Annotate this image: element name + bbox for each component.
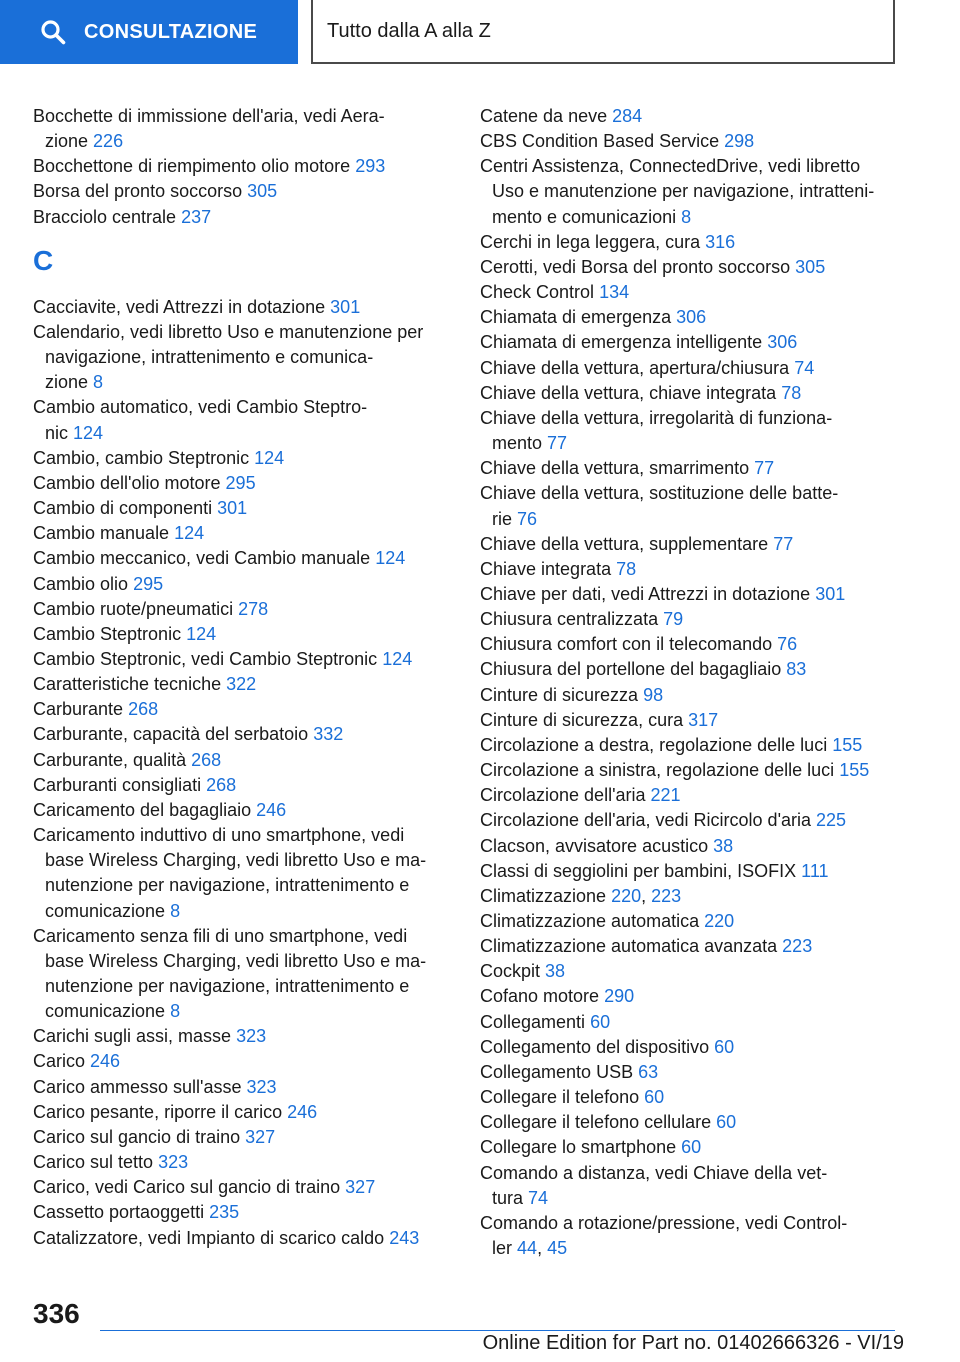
index-entry bbox=[33, 1075, 453, 1100]
index-entry bbox=[480, 1161, 900, 1211]
page-link[interactable]: 220 bbox=[611, 885, 642, 906]
page-link[interactable]: 220 bbox=[704, 911, 735, 931]
index-entry-text: Cofano motore bbox=[480, 986, 600, 1007]
index-column-right bbox=[480, 104, 900, 1261]
edition-footer: Online Edition for Part no. 01402666326 - VI/19 bbox=[482, 1332, 904, 1354]
index-entry bbox=[33, 104, 453, 154]
index-entry-text: Carburanti consigliati bbox=[33, 774, 202, 795]
index-entry-text: Bracciolo centrale bbox=[33, 206, 177, 227]
page-link[interactable]: 226 bbox=[93, 131, 124, 152]
index-entry bbox=[480, 607, 900, 632]
page-link[interactable]: 268 bbox=[191, 749, 222, 770]
index-entry bbox=[33, 823, 453, 924]
page-link[interactable]: 155 bbox=[839, 760, 870, 781]
index-entry bbox=[480, 230, 900, 255]
page-link[interactable]: 327 bbox=[345, 1177, 376, 1198]
index-entry bbox=[33, 471, 453, 496]
page-link[interactable]: 8 bbox=[681, 206, 692, 227]
page-link[interactable]: 301 bbox=[217, 498, 248, 519]
index-entry bbox=[480, 356, 900, 381]
index-entry bbox=[33, 1175, 453, 1200]
page-link[interactable]: 83 bbox=[786, 659, 807, 680]
index-entry bbox=[480, 255, 900, 280]
page-link[interactable]: 322 bbox=[226, 674, 257, 695]
index-entry-text: Carico pesante, riporre il carico bbox=[33, 1101, 283, 1122]
page-link[interactable]: 44 bbox=[517, 1238, 538, 1259]
index-entry-text: Uso e manutenzione per navigazione, intratteni- bbox=[492, 181, 875, 202]
page-link[interactable]: 223 bbox=[651, 885, 682, 906]
index-entry bbox=[33, 647, 453, 672]
page-link[interactable]: 60 bbox=[714, 1036, 735, 1057]
page-link[interactable]: 268 bbox=[128, 699, 159, 720]
index-entry-text: Cambio di componenti bbox=[33, 498, 213, 519]
index-entry bbox=[33, 496, 453, 521]
page-link[interactable]: 124 bbox=[375, 548, 406, 569]
index-entry bbox=[480, 758, 900, 783]
index-entry bbox=[480, 1035, 900, 1060]
index-entry bbox=[33, 672, 453, 697]
search-icon bbox=[40, 19, 66, 45]
page-link[interactable]: 8 bbox=[170, 1001, 181, 1022]
index-entry-text: Carburante, capacità del serbatoio bbox=[33, 724, 309, 745]
page-link[interactable]: 295 bbox=[133, 573, 164, 594]
index-entry bbox=[480, 733, 900, 758]
page-link[interactable]: 301 bbox=[330, 296, 361, 317]
index-entry bbox=[33, 572, 453, 597]
index-entry bbox=[480, 859, 900, 884]
section-tab-label: Tutto dalla A alla Z bbox=[327, 19, 491, 42]
index-entry-text: Clacson, avvisatore acustico bbox=[480, 835, 709, 856]
index-entry-text: Check Control bbox=[480, 282, 595, 303]
index-entry-text: comunicazione bbox=[45, 1001, 166, 1022]
index-entry: Comando a rotazione/pressione, vedi Control- ler 44, 45 bbox=[480, 1212, 848, 1259]
page-link[interactable]: 221 bbox=[650, 785, 681, 806]
page-link[interactable]: 235 bbox=[209, 1202, 240, 1223]
page-link[interactable]: 278 bbox=[238, 598, 269, 619]
index-entry-text: Chiave della vettura, sostituzione delle batte- bbox=[480, 483, 839, 504]
page-link[interactable]: 237 bbox=[181, 206, 212, 227]
page-link[interactable]: 284 bbox=[612, 106, 643, 126]
page-link[interactable]: 74 bbox=[794, 357, 815, 378]
page-link[interactable]: 111 bbox=[801, 860, 829, 881]
index-entry bbox=[480, 456, 900, 481]
index-entry-text: Cinture di sicurezza, cura bbox=[480, 709, 684, 730]
page-link[interactable]: 246 bbox=[256, 799, 287, 820]
index-entry-text: Circolazione a destra, regolazione delle luci bbox=[480, 734, 828, 755]
page-link[interactable]: 316 bbox=[705, 231, 736, 252]
index-entry-text: Chiave della vettura, supplementare bbox=[480, 533, 769, 554]
index-entry-text: Chiusura del portellone del bagagliaio bbox=[480, 659, 782, 680]
index-entry-text: Carico ammesso sull'asse bbox=[33, 1076, 242, 1097]
index-entry-text: Calendario, vedi libretto Uso e manutenzione per bbox=[33, 321, 424, 342]
page-link[interactable]: 327 bbox=[245, 1126, 276, 1147]
index-entry-text: base Wireless Charging, vedi libretto Uso e ma- bbox=[45, 950, 427, 971]
index-entry-text: Comando a rotazione/pressione, vedi Control- bbox=[480, 1212, 848, 1233]
index-entry bbox=[480, 657, 900, 682]
index-entry-text: rie bbox=[492, 508, 513, 529]
index-entry-text: nutenzione per navigazione, intrattenimento e bbox=[45, 875, 410, 896]
index-entry bbox=[480, 834, 900, 859]
index-entry bbox=[33, 697, 453, 722]
index-entry-text: Caricamento del bagagliaio bbox=[33, 799, 252, 820]
index-entry-text: Cambio automatico, vedi Cambio Steptro- bbox=[33, 397, 368, 418]
index-entry-text: Borsa del pronto soccorso bbox=[33, 181, 243, 202]
page-link[interactable]: 98 bbox=[643, 684, 664, 705]
index-entry bbox=[33, 446, 453, 471]
page-link[interactable]: 60 bbox=[590, 1011, 611, 1032]
index-entry-text: Caricamento induttivo di uno smartphone, vedi bbox=[33, 825, 405, 846]
index-entry bbox=[33, 179, 453, 204]
index-entry-text: Chiave per dati, vedi Attrezzi in dotazione bbox=[480, 583, 811, 604]
index-entry bbox=[480, 557, 900, 582]
index-entry-text: Carichi sugli assi, masse bbox=[33, 1026, 232, 1047]
section-letter: C bbox=[33, 244, 54, 276]
page-link[interactable]: 246 bbox=[90, 1051, 121, 1072]
index-entry-text: Collegamenti bbox=[480, 1011, 586, 1032]
page-link[interactable]: 293 bbox=[355, 156, 386, 177]
index-entry-text: Cockpit bbox=[480, 961, 541, 982]
index-entry-text: Circolazione dell'aria bbox=[480, 785, 646, 806]
index-entry bbox=[33, 1125, 453, 1150]
index-entry-text: Circolazione dell'aria, vedi Ricircolo d'aria bbox=[480, 810, 812, 831]
page-link[interactable]: 306 bbox=[767, 332, 798, 353]
index-entry bbox=[480, 532, 900, 557]
index-entry bbox=[480, 1110, 900, 1135]
consultazione-button-label: CONSULTAZIONE bbox=[84, 20, 258, 43]
index-entry-text: Chiusura centralizzata bbox=[480, 609, 659, 630]
index-entry-text: Cassetto portaoggetti bbox=[33, 1202, 205, 1223]
page-link[interactable]: 60 bbox=[644, 1087, 665, 1108]
index-entry-text: Catalizzatore, vedi Impianto di scarico caldo bbox=[33, 1227, 385, 1248]
page-link[interactable]: 77 bbox=[754, 458, 775, 479]
index-entry bbox=[480, 708, 900, 733]
index-entry bbox=[480, 808, 900, 833]
page-link[interactable]: 124 bbox=[73, 422, 104, 443]
index-entry-text: Cinture di sicurezza bbox=[480, 684, 639, 705]
index-entry-text: Chiave della vettura, smarrimento bbox=[480, 458, 750, 479]
index-entry-text: Cambio Steptronic bbox=[33, 623, 182, 644]
index-entry-text: Chiave della vettura, irregolarità di funziona- bbox=[480, 407, 833, 428]
index-entry-text: Bocchettone di riempimento olio motore bbox=[33, 156, 351, 177]
index-entry-text: Collegare lo smartphone bbox=[480, 1137, 677, 1158]
section-tab bbox=[311, 0, 895, 64]
index-entry bbox=[33, 722, 453, 747]
index-entry-text: Chiusura comfort con il telecomando bbox=[480, 634, 773, 655]
index-entry-text: Carico sul tetto bbox=[33, 1152, 154, 1173]
page-link[interactable]: 323 bbox=[246, 1076, 277, 1097]
page-link[interactable]: 124 bbox=[186, 623, 217, 644]
page-link[interactable]: 306 bbox=[676, 307, 707, 328]
index-entry bbox=[33, 546, 453, 571]
index-entry bbox=[33, 798, 453, 823]
index-entry bbox=[480, 330, 900, 355]
index-entry-text: Chiave della vettura, chiave integrata bbox=[480, 382, 777, 403]
index-entry-text: Cerchi in lega leggera, cura bbox=[480, 231, 701, 252]
index-entry-text: Cambio manuale bbox=[33, 523, 170, 544]
page-link[interactable]: 60 bbox=[681, 1137, 702, 1158]
index-entry bbox=[480, 683, 900, 708]
index-entry-text: Cambio olio bbox=[33, 573, 129, 594]
page-link[interactable]: 301 bbox=[815, 583, 846, 604]
index-entry bbox=[480, 984, 900, 1009]
index-entry-text: tura bbox=[492, 1187, 524, 1208]
index-entry-text: Cambio dell'olio motore bbox=[33, 472, 221, 493]
page-link[interactable]: 246 bbox=[287, 1101, 318, 1122]
page-link[interactable]: 223 bbox=[782, 936, 813, 957]
index-entry-text: base Wireless Charging, vedi libretto Uso e ma- bbox=[45, 850, 427, 871]
index-entry bbox=[33, 1200, 453, 1225]
page-link[interactable]: 124 bbox=[382, 648, 413, 669]
page-link[interactable]: 243 bbox=[389, 1227, 420, 1248]
page-link[interactable]: 77 bbox=[773, 533, 794, 554]
index-entry bbox=[480, 280, 900, 305]
page-link[interactable]: 38 bbox=[713, 835, 734, 856]
index-entry bbox=[480, 1060, 900, 1085]
index-entry bbox=[480, 129, 900, 154]
page-link[interactable]: 290 bbox=[604, 986, 635, 1007]
index-entry-text: Chiamata di emergenza intelligente bbox=[480, 332, 763, 353]
index-entry bbox=[33, 1226, 453, 1251]
index-entry-text: Circolazione a sinistra, regolazione delle luci bbox=[480, 760, 835, 781]
index-entry-text: Climatizzazione bbox=[480, 885, 607, 906]
index-entry-text: comunicazione bbox=[45, 900, 166, 921]
index-entry-text: Cambio meccanico, vedi Cambio manuale bbox=[33, 548, 371, 569]
index-entry-text: Climatizzazione automatica avanzata bbox=[480, 936, 778, 957]
index-entry bbox=[480, 1085, 900, 1110]
index-entry-text: Cambio ruote/pneumatici bbox=[33, 598, 234, 619]
index-entry bbox=[33, 320, 453, 395]
page-link[interactable]: 134 bbox=[599, 282, 630, 303]
page-link[interactable]: 77 bbox=[547, 433, 568, 454]
page-number: 336 bbox=[33, 1298, 80, 1329]
index-entry-text: zione bbox=[45, 372, 89, 393]
index-entry-text: Chiamata di emergenza bbox=[480, 307, 672, 328]
index-entry-text: Carico sul gancio di traino bbox=[33, 1126, 241, 1147]
index-entry bbox=[33, 295, 453, 320]
index-entry-text: Cacciavite, vedi Attrezzi in dotazione bbox=[33, 296, 326, 317]
index-entry-text: Comando a distanza, vedi Chiave della vet- bbox=[480, 1162, 828, 1183]
index-entry bbox=[33, 622, 453, 647]
index-entry bbox=[480, 1135, 900, 1160]
page-link[interactable]: 63 bbox=[638, 1061, 659, 1082]
page-link[interactable]: 317 bbox=[688, 709, 719, 730]
index-entry-text: navigazione, intrattenimento e comunica- bbox=[45, 347, 374, 368]
index-entry bbox=[480, 582, 900, 607]
index-entry-text: zione bbox=[45, 131, 89, 152]
index-entry bbox=[480, 632, 900, 657]
page-link[interactable]: 76 bbox=[777, 634, 798, 655]
page-link[interactable]: 60 bbox=[716, 1112, 737, 1133]
index-entry-text: Collegamento USB bbox=[480, 1061, 634, 1082]
index-entry-text: Centri Assistenza, ConnectedDrive, vedi libretto bbox=[480, 156, 861, 177]
index-entry-text: Cerotti, vedi Borsa del pronto soccorso bbox=[480, 256, 791, 277]
index-entry-text: Chiave integrata bbox=[480, 558, 612, 579]
index-entry-text: ler bbox=[492, 1238, 513, 1259]
page-link[interactable]: 305 bbox=[795, 256, 826, 277]
index-entry bbox=[33, 1150, 453, 1175]
consultazione-button[interactable] bbox=[0, 0, 298, 64]
index-entry bbox=[33, 1049, 453, 1074]
index-entry-text: Bocchette di immissione dell'aria, vedi Aera- bbox=[33, 106, 385, 126]
page-link[interactable]: 155 bbox=[832, 734, 863, 755]
index-entry-text: Carburante bbox=[33, 699, 124, 720]
index-entry bbox=[480, 406, 900, 456]
index-entry bbox=[33, 395, 453, 445]
page-link[interactable]: 78 bbox=[616, 558, 637, 579]
index-entry bbox=[480, 1010, 900, 1035]
page-link[interactable]: 8 bbox=[93, 372, 104, 393]
index-entry-text: mento bbox=[492, 433, 543, 454]
index-entry bbox=[480, 783, 900, 808]
index-entry bbox=[480, 909, 900, 934]
index-entry-text: Climatizzazione automatica bbox=[480, 911, 700, 931]
index-entry bbox=[480, 104, 900, 129]
index-column-left bbox=[33, 104, 453, 1251]
index-entry bbox=[480, 154, 900, 229]
index-entry bbox=[480, 305, 900, 330]
index-entry-text: Chiave della vettura, apertura/chiusura bbox=[480, 357, 790, 378]
index-entry bbox=[480, 934, 900, 959]
page-link[interactable]: 8 bbox=[170, 900, 181, 921]
index-entry-text: CBS Condition Based Service bbox=[480, 131, 720, 152]
footer-divider bbox=[100, 1330, 895, 1331]
index-entry-text: nic bbox=[45, 422, 69, 443]
index-entry bbox=[480, 481, 900, 531]
page-link[interactable]: 78 bbox=[781, 382, 802, 403]
page-link[interactable]: 76 bbox=[517, 508, 538, 529]
index-entry bbox=[33, 773, 453, 798]
index-entry bbox=[33, 924, 453, 1025]
page-link[interactable]: 124 bbox=[174, 523, 205, 544]
index-entry-text: Caratteristiche tecniche bbox=[33, 674, 222, 695]
index-entry-text: Caricamento senza fili di uno smartphone, vedi bbox=[33, 925, 408, 946]
index-entry-text: Cambio Steptronic, vedi Cambio Steptronic bbox=[33, 648, 378, 669]
index-entry bbox=[480, 381, 900, 406]
page-link[interactable]: 323 bbox=[236, 1026, 267, 1047]
page-link[interactable]: 124 bbox=[254, 447, 285, 468]
index-entry: Climatizzazione 220, 223 bbox=[480, 885, 682, 906]
page-link[interactable]: 38 bbox=[545, 961, 566, 982]
index-entry-text: Collegamento del dispositivo bbox=[480, 1036, 710, 1057]
index-entry-text: nutenzione per navigazione, intrattenimento e bbox=[45, 976, 410, 996]
page-link[interactable]: 323 bbox=[158, 1152, 189, 1173]
page-link[interactable]: 305 bbox=[247, 181, 278, 202]
page-link[interactable]: 298 bbox=[724, 131, 755, 152]
index-entry-text: Collegare il telefono cellulare bbox=[480, 1112, 712, 1133]
page-link[interactable]: 45 bbox=[547, 1238, 568, 1259]
page-link[interactable]: 74 bbox=[528, 1187, 549, 1208]
index-entry-text: Collegare il telefono bbox=[480, 1087, 640, 1108]
index-entry bbox=[480, 959, 900, 984]
index-entry bbox=[33, 205, 453, 230]
index-entry-text: Carico, vedi Carico sul gancio di traino bbox=[33, 1177, 341, 1198]
index-entry-text: Classi di seggiolini per bambini, ISOFIX bbox=[480, 860, 797, 881]
index-entry bbox=[33, 748, 453, 773]
page-link[interactable]: 79 bbox=[663, 609, 684, 630]
index-entry-text: Carico bbox=[33, 1051, 86, 1072]
index-entry bbox=[33, 521, 453, 546]
index-entry bbox=[33, 154, 453, 179]
index-entry-text: Cambio, cambio Steptronic bbox=[33, 447, 250, 468]
index-entry-text: Catene da neve bbox=[480, 106, 608, 126]
page-link[interactable]: 268 bbox=[206, 774, 237, 795]
page-link[interactable]: 332 bbox=[313, 724, 344, 745]
index-entry bbox=[33, 597, 453, 622]
index-entry-text: Carburante, qualità bbox=[33, 749, 187, 770]
index-entry bbox=[33, 1024, 453, 1049]
page-link[interactable]: 225 bbox=[816, 810, 847, 831]
index-entry bbox=[33, 1100, 453, 1125]
page-link[interactable]: 295 bbox=[225, 472, 256, 493]
index-entry-text: mento e comunicazioni bbox=[492, 206, 677, 227]
